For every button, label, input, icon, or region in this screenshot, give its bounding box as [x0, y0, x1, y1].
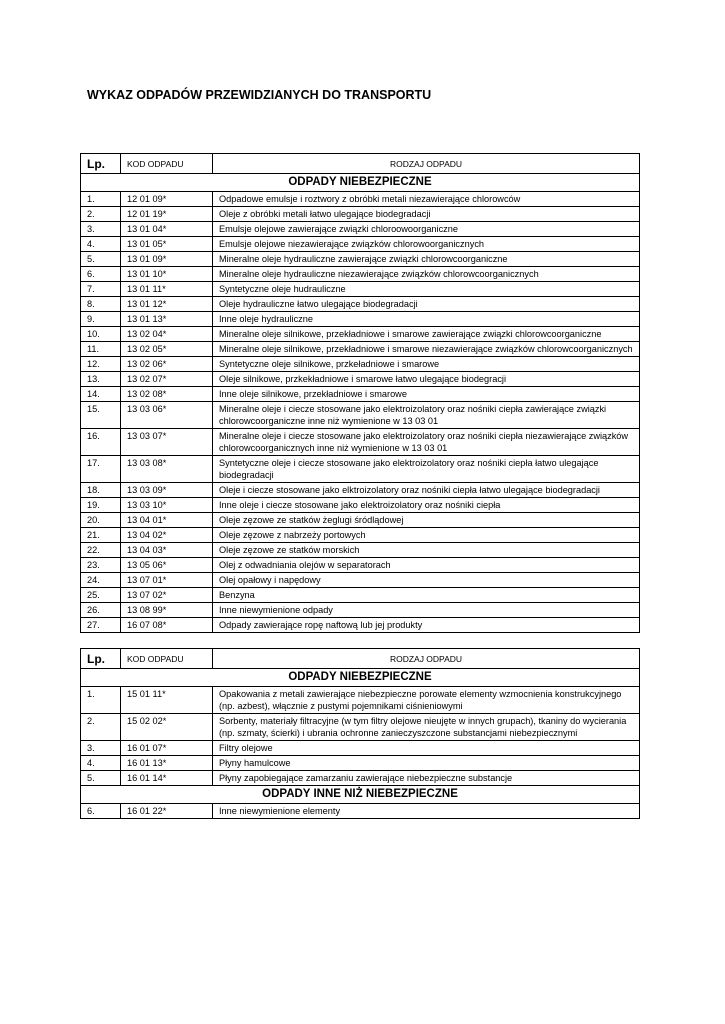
- table-row: [81, 312, 640, 327]
- table-row: [81, 192, 640, 207]
- row-rodzaj-odpadu: Inne niewymienione odpady: [213, 603, 640, 618]
- row-lp: 3.: [81, 222, 121, 237]
- row-rodzaj-odpadu: Inne oleje silnikowe, przekładniowe i smarowe: [213, 387, 640, 402]
- table-row: [81, 357, 640, 372]
- row-lp: 9.: [81, 312, 121, 327]
- section-row: [81, 669, 640, 687]
- table-row: [81, 756, 640, 771]
- row-rodzaj-odpadu: Filtry olejowe: [213, 741, 640, 756]
- row-rodzaj-odpadu: Mineralne oleje i ciecze stosowane jako elektroizolatory oraz nośniki ciepła zawierające związki chlorowcoorganiczne inne niż wymienione w 13 03 01: [213, 402, 640, 429]
- row-kod-odpadu: 13 01 09*: [121, 252, 213, 267]
- table-row: [81, 588, 640, 603]
- table-row: [81, 207, 640, 222]
- waste-table-1-body: [81, 154, 640, 633]
- row-lp: 8.: [81, 297, 121, 312]
- row-rodzaj-odpadu: Inne oleje i ciecze stosowane jako elektroizolatory oraz nośniki ciepła: [213, 498, 640, 513]
- row-lp: 20.: [81, 513, 121, 528]
- table-row: [81, 573, 640, 588]
- row-kod-odpadu: 12 01 19*: [121, 207, 213, 222]
- table-row: [81, 771, 640, 786]
- row-lp: 11.: [81, 342, 121, 357]
- row-lp: 10.: [81, 327, 121, 342]
- table-row: [81, 456, 640, 483]
- row-rodzaj-odpadu: Olej z odwadniania olejów w separatorach: [213, 558, 640, 573]
- waste-table-2: [80, 648, 640, 819]
- row-kod-odpadu: 13 04 02*: [121, 528, 213, 543]
- row-lp: 4.: [81, 237, 121, 252]
- row-lp: 4.: [81, 756, 121, 771]
- row-kod-odpadu: 13 01 11*: [121, 282, 213, 297]
- row-kod-odpadu: 13 08 99*: [121, 603, 213, 618]
- row-kod-odpadu: 13 07 01*: [121, 573, 213, 588]
- row-rodzaj-odpadu: Inne niewymienione elementy: [213, 804, 640, 819]
- row-rodzaj-odpadu: Odpadowe emulsje i roztwory z obróbki metali niezawierające chlorowców: [213, 192, 640, 207]
- row-lp: 22.: [81, 543, 121, 558]
- row-kod-odpadu: 13 02 05*: [121, 342, 213, 357]
- table-row: [81, 297, 640, 312]
- row-rodzaj-odpadu: Płyny zapobiegające zamarzaniu zawierające niebezpieczne substancje: [213, 771, 640, 786]
- row-kod-odpadu: 13 02 08*: [121, 387, 213, 402]
- row-rodzaj-odpadu: Oleje zęzowe z nabrzeży portowych: [213, 528, 640, 543]
- row-kod-odpadu: 15 02 02*: [121, 714, 213, 741]
- row-kod-odpadu: 16 01 22*: [121, 804, 213, 819]
- row-rodzaj-odpadu: Oleje hydrauliczne łatwo ulegające biodegradacji: [213, 297, 640, 312]
- document-title: WYKAZ ODPADÓW PRZEWIDZIANYCH DO TRANSPORTU: [87, 88, 432, 102]
- table-row: [81, 558, 640, 573]
- row-lp: 25.: [81, 588, 121, 603]
- row-lp: 23.: [81, 558, 121, 573]
- row-lp: 27.: [81, 618, 121, 633]
- table-row: [81, 804, 640, 819]
- table-row: [81, 714, 640, 741]
- row-rodzaj-odpadu: Mineralne oleje silnikowe, przekładniowe i smarowe zawierające związki chlorowcoorganiczne: [213, 327, 640, 342]
- row-lp: 1.: [81, 687, 121, 714]
- row-lp: 2.: [81, 714, 121, 741]
- row-kod-odpadu: 13 03 09*: [121, 483, 213, 498]
- header-lp: Lp.: [81, 154, 121, 174]
- row-lp: 21.: [81, 528, 121, 543]
- section-title-hazardous: ODPADY NIEBEZPIECZNE: [81, 174, 640, 192]
- table-row: [81, 252, 640, 267]
- row-kod-odpadu: 15 01 11*: [121, 687, 213, 714]
- table-row: [81, 483, 640, 498]
- row-lp: 14.: [81, 387, 121, 402]
- row-rodzaj-odpadu: Oleje z obróbki metali łatwo ulegające biodegradacji: [213, 207, 640, 222]
- header-rodzaj-odpadu: RODZAJ ODPADU: [213, 154, 640, 174]
- row-rodzaj-odpadu: Olej opałowy i napędowy: [213, 573, 640, 588]
- row-lp: 19.: [81, 498, 121, 513]
- section-row: [81, 786, 640, 804]
- header-kod-odpadu: KOD ODPADU: [121, 649, 213, 669]
- row-rodzaj-odpadu: Emulsje olejowe zawierające związki chloroowoorganiczne: [213, 222, 640, 237]
- table-row: [81, 741, 640, 756]
- header-lp: Lp.: [81, 649, 121, 669]
- row-kod-odpadu: 16 01 14*: [121, 771, 213, 786]
- table-row: [81, 267, 640, 282]
- row-kod-odpadu: 13 01 04*: [121, 222, 213, 237]
- row-kod-odpadu: 13 03 06*: [121, 402, 213, 429]
- row-rodzaj-odpadu: Syntetyczne oleje i ciecze stosowane jako elektroizolatory oraz nośniki ciepła łatwo ulegające biodegradacji: [213, 456, 640, 483]
- row-kod-odpadu: 13 01 12*: [121, 297, 213, 312]
- row-kod-odpadu: 13 01 10*: [121, 267, 213, 282]
- section-row: [81, 174, 640, 192]
- row-kod-odpadu: 13 02 06*: [121, 357, 213, 372]
- row-kod-odpadu: 12 01 09*: [121, 192, 213, 207]
- row-kod-odpadu: 13 01 13*: [121, 312, 213, 327]
- section-title-non-hazardous: ODPADY INNE NIŻ NIEBEZPIECZNE: [81, 786, 640, 804]
- row-rodzaj-odpadu: Emulsje olejowe niezawierające związków chlorowoorganicznych: [213, 237, 640, 252]
- row-rodzaj-odpadu: Oleje i ciecze stosowane jako elktroizolatory oraz nośniki ciepła łatwo ulegające biodegradacji: [213, 483, 640, 498]
- row-rodzaj-odpadu: Syntetyczne oleje silnikowe, przkeładniowe i smarowe: [213, 357, 640, 372]
- table-row: [81, 618, 640, 633]
- row-rodzaj-odpadu: Inne oleje hydrauliczne: [213, 312, 640, 327]
- row-lp: 5.: [81, 771, 121, 786]
- row-kod-odpadu: 13 07 02*: [121, 588, 213, 603]
- table-row: [81, 513, 640, 528]
- row-kod-odpadu: 16 01 07*: [121, 741, 213, 756]
- row-rodzaj-odpadu: Mineralne oleje i ciecze stosowane jako elektroizolatory oraz nośniki ciepła niezawierające związków chlorowcoorganicznych inne niż wymienione w 13 03 01: [213, 429, 640, 456]
- table-row: [81, 402, 640, 429]
- row-lp: 6.: [81, 804, 121, 819]
- row-kod-odpadu: 13 05 06*: [121, 558, 213, 573]
- row-kod-odpadu: 16 01 13*: [121, 756, 213, 771]
- row-kod-odpadu: 13 02 07*: [121, 372, 213, 387]
- table-header-row: [81, 154, 640, 174]
- row-lp: 18.: [81, 483, 121, 498]
- row-lp: 15.: [81, 402, 121, 429]
- row-lp: 12.: [81, 357, 121, 372]
- table-row: [81, 222, 640, 237]
- row-rodzaj-odpadu: Oleje silnikowe, przkekładniowe i smarowe łatwo ulegające biodegracji: [213, 372, 640, 387]
- table-row: [81, 603, 640, 618]
- table-row: [81, 543, 640, 558]
- row-lp: 5.: [81, 252, 121, 267]
- waste-table-1: [80, 153, 640, 633]
- table-row: [81, 429, 640, 456]
- row-kod-odpadu: 13 03 10*: [121, 498, 213, 513]
- row-rodzaj-odpadu: Odpady zawierające ropę naftową lub jej produkty: [213, 618, 640, 633]
- row-lp: 6.: [81, 267, 121, 282]
- row-lp: 3.: [81, 741, 121, 756]
- row-rodzaj-odpadu: Opakowania z metali zawierające niebezpieczne porowate elementy wzmocnienia konstrukcyjnego (np. azbest), włącznie z pustymi pojemnikami ciśnieniowymi: [213, 687, 640, 714]
- section-title-hazardous: ODPADY NIEBEZPIECZNE: [81, 669, 640, 687]
- header-kod-odpadu: KOD ODPADU: [121, 154, 213, 174]
- row-kod-odpadu: 13 01 05*: [121, 237, 213, 252]
- row-kod-odpadu: 16 07 08*: [121, 618, 213, 633]
- row-rodzaj-odpadu: Mineralne oleje hydrauliczne niezawierające związków chlorowcoorganicznych: [213, 267, 640, 282]
- table-row: [81, 687, 640, 714]
- waste-table-2-body: [81, 649, 640, 819]
- row-rodzaj-odpadu: Benzyna: [213, 588, 640, 603]
- row-lp: 24.: [81, 573, 121, 588]
- row-kod-odpadu: 13 03 07*: [121, 429, 213, 456]
- table-row: [81, 372, 640, 387]
- row-rodzaj-odpadu: Syntetyczne oleje hudrauliczne: [213, 282, 640, 297]
- row-rodzaj-odpadu: Mineralne oleje silnikowe, przekładniowe i smarowe niezawierające związków chlorowcoorganicznych: [213, 342, 640, 357]
- row-rodzaj-odpadu: Oleje zęzowe ze statków żeglugi śródlądowej: [213, 513, 640, 528]
- table-row: [81, 342, 640, 357]
- row-rodzaj-odpadu: Oleje zęzowe ze statków morskich: [213, 543, 640, 558]
- row-lp: 7.: [81, 282, 121, 297]
- row-kod-odpadu: 13 04 01*: [121, 513, 213, 528]
- row-rodzaj-odpadu: Płyny hamulcowe: [213, 756, 640, 771]
- table-row: [81, 528, 640, 543]
- row-rodzaj-odpadu: Mineralne oleje hydrauliczne zawierające związki chlorowcoorganiczne: [213, 252, 640, 267]
- row-lp: 13.: [81, 372, 121, 387]
- row-kod-odpadu: 13 04 03*: [121, 543, 213, 558]
- row-lp: 17.: [81, 456, 121, 483]
- row-kod-odpadu: 13 02 04*: [121, 327, 213, 342]
- table-row: [81, 498, 640, 513]
- table-row: [81, 327, 640, 342]
- row-lp: 26.: [81, 603, 121, 618]
- row-rodzaj-odpadu: Sorbenty, materiały filtracyjne (w tym filtry olejowe nieujęte w innych grupach), tkaniny do wycierania (np. szmaty, ścierki) i ubrania ochronne zanieczyszczone substancjami niebezpiecznymi: [213, 714, 640, 741]
- row-lp: 16.: [81, 429, 121, 456]
- table-row: [81, 387, 640, 402]
- row-lp: 1.: [81, 192, 121, 207]
- header-rodzaj-odpadu: RODZAJ ODPADU: [213, 649, 640, 669]
- table-header-row: [81, 649, 640, 669]
- table-row: [81, 282, 640, 297]
- row-kod-odpadu: 13 03 08*: [121, 456, 213, 483]
- table-row: [81, 237, 640, 252]
- row-lp: 2.: [81, 207, 121, 222]
